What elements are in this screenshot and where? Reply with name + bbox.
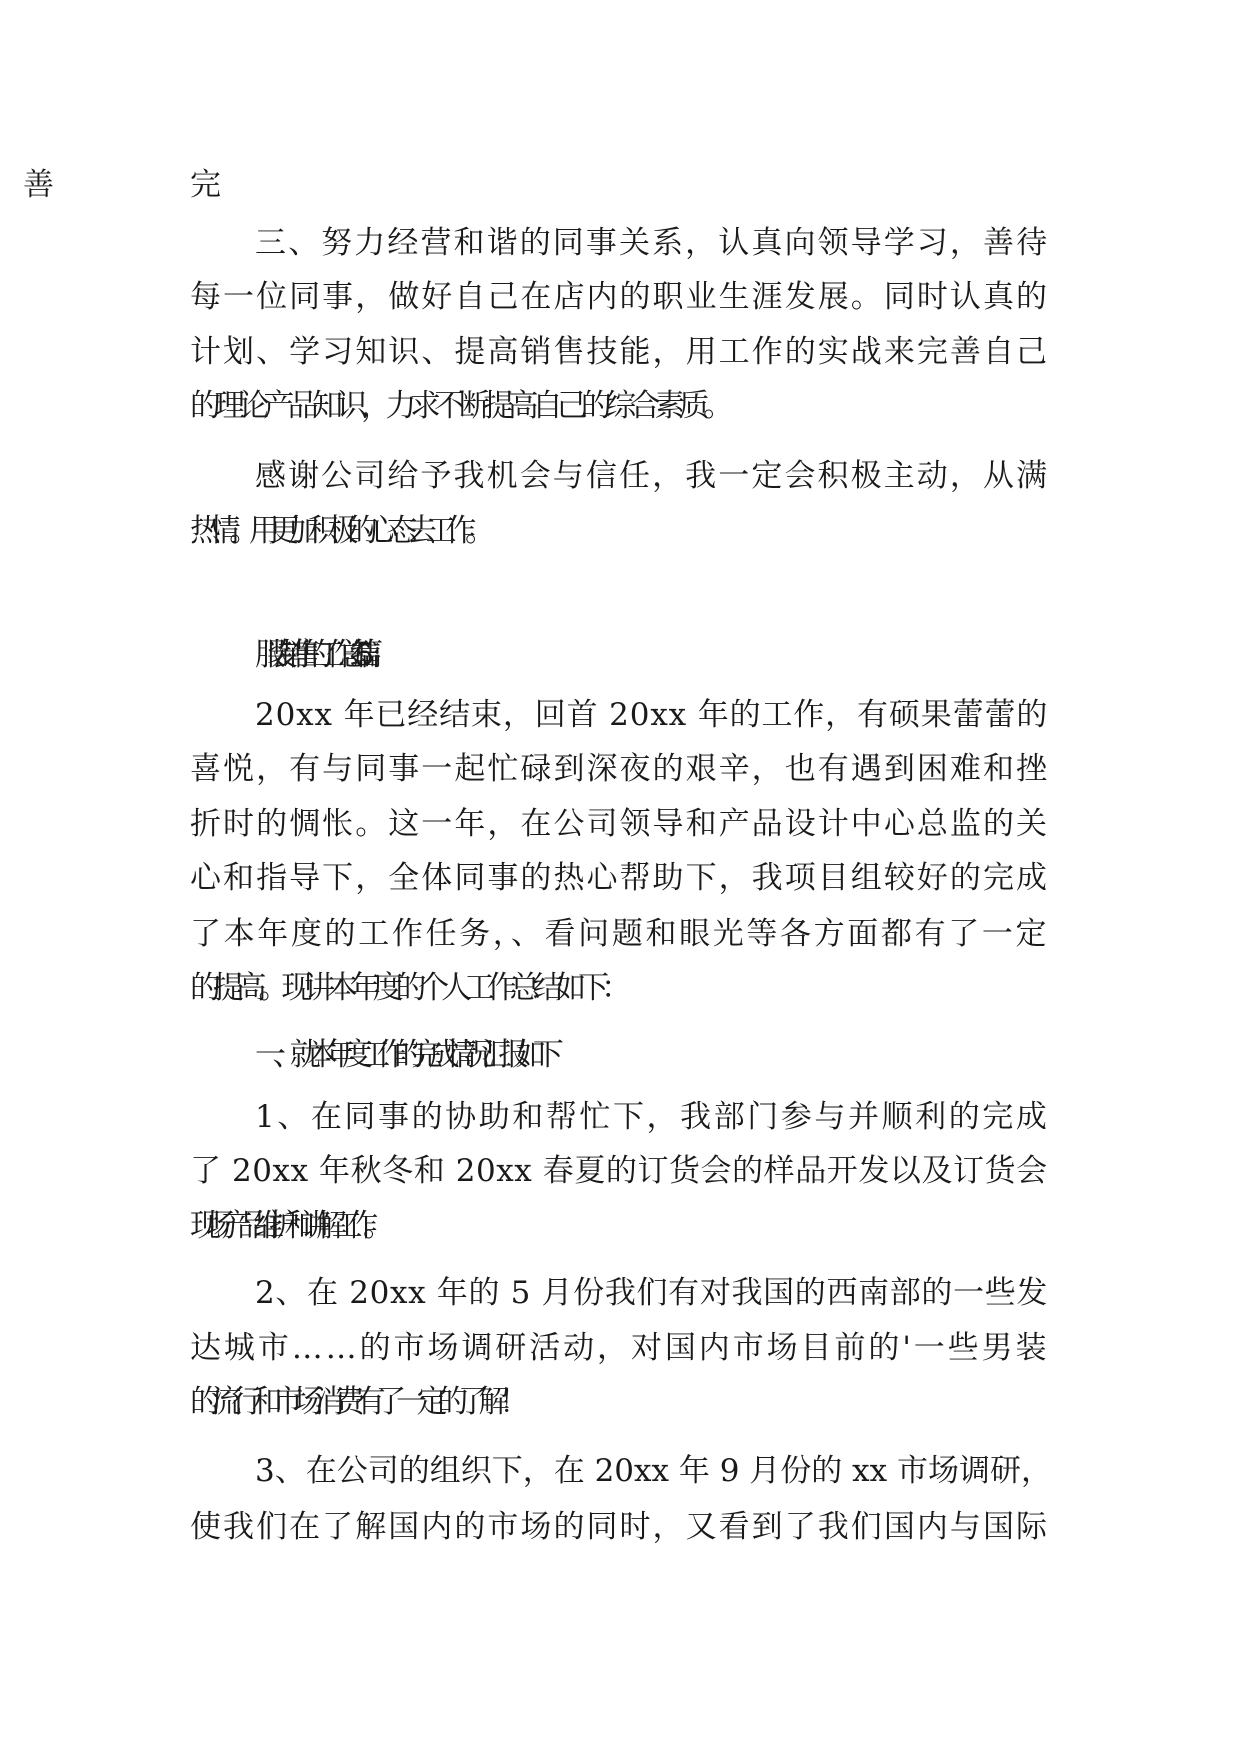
text-line: 了 20xx 年秋冬和 20xx 春夏的订货会的样品开发以及订货会 — [190, 1153, 1048, 1189]
text-line — [190, 160, 1241, 210]
text-line: 的提高。现讲本年度的个人工作总结如下： — [190, 970, 624, 1006]
text-line: 感谢公司给予我机会与信任，我一定会积极主动，从满 — [255, 458, 1050, 494]
text-line: 喜悦，有与同事一起忙碌到深夜的艰辛，也有遇到困难和挫 — [190, 751, 1050, 787]
text-line: 心和指导下，全体同事的热心帮助下，我项目组较好的完成 — [190, 860, 1050, 896]
text-line: 一、就本年度工作的完成情况汇报如下 — [255, 1037, 551, 1073]
text-line: 使我们在了解国内的市场的同时，又看到了我们国内与国际 — [190, 1509, 1050, 1545]
text-line: 热情。用更加积极的心态去工作。 — [190, 513, 485, 549]
section-heading: 服装销售的工作总结 篇 5 — [255, 637, 356, 673]
text-line: 每一位同事，做好自己在店内的职业生涯发展。同时认真的 — [190, 279, 1050, 315]
text-line: 2、在 20xx 年的 5 月份我们有对我国的西南部的一些发 — [255, 1275, 1049, 1311]
text-line: 计划、学习知识、提高销售技能，用工作的实战来完善自己 — [190, 334, 1050, 370]
text-line: 折时的惆怅。这一年，在公司领导和产品设计中心总监的关 — [190, 806, 1050, 842]
text-line: 的理论产品知识，力求不断提高自己的综合素质。 — [190, 388, 728, 424]
text-line: 了本年度的工作任务，、看问题和眼光等各方面都有了一定 — [190, 916, 1050, 952]
text-line: 20xx 年已经结束，回首 20xx 年的工作，有硕果蕾蕾的 — [255, 697, 1049, 733]
text-line: 1、在同事的协助和帮忙下，我部门参与并顺利的完成 — [255, 1099, 1050, 1135]
text-line: 三、努力经营和谐的同事关系，认真向领导学习，善待 — [255, 225, 1050, 261]
text-line: 的流行和市场消费有了一定的了解！ — [190, 1384, 520, 1420]
text-line: 3、在公司的组织下，在 20xx 年 9 月份的 xx 市场调研， — [255, 1453, 1052, 1489]
text-line: 达城市……的市场调研活动，对国内市场目前的'一些男装 — [190, 1330, 1050, 1366]
text-line: 现场产品维护和讲解工作。 — [190, 1208, 379, 1244]
